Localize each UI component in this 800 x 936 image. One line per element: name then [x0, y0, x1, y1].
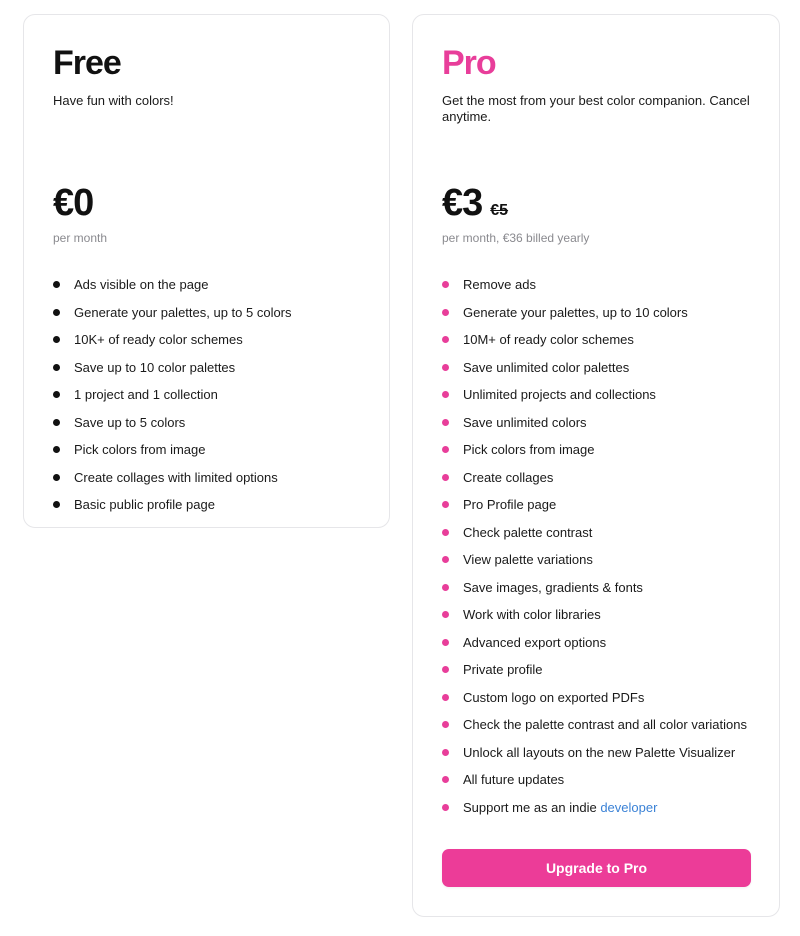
free-plan-description: Have fun with colors!: [53, 93, 174, 108]
feature-item: [53, 470, 360, 485]
feature-text: Save up to 5 colors: [74, 414, 186, 430]
feature-text: Generate your palettes, up to 10 colors: [463, 304, 688, 320]
feature-text: Unlock all layouts on the new Palette Visualizer: [463, 744, 736, 760]
pro-plan-title: Pro: [442, 44, 496, 82]
feature-item: [442, 552, 750, 567]
bullet-dot-icon: [442, 419, 449, 426]
feature-item: [442, 332, 750, 347]
feature-item: [442, 360, 750, 375]
feature-text: Support me as an indie: [463, 799, 601, 815]
bullet-dot-icon: [442, 611, 449, 618]
bullet-dot-icon: [442, 281, 449, 288]
feature-item: [53, 360, 360, 375]
bullet-dot-icon: [442, 501, 449, 508]
feature-text: Private profile: [463, 662, 543, 677]
bullet-dot-icon: [53, 309, 60, 316]
pro-price: €3: [442, 182, 483, 224]
bullet-dot-icon: [442, 336, 449, 343]
feature-text: Remove ads: [463, 277, 536, 292]
bullet-dot-icon: [442, 639, 449, 646]
feature-item: [442, 442, 750, 457]
bullet-dot-icon: [442, 749, 449, 756]
feature-text: 10K+ of ready color schemes: [74, 332, 243, 347]
feature-text: Pick colors from image: [74, 442, 206, 457]
feature-text: Create collages: [463, 469, 554, 485]
bullet-dot-icon: [53, 474, 60, 481]
free-price-row: [53, 183, 93, 223]
feature-text: Save up to 10 color palettes: [74, 359, 236, 375]
feature-text: Create collages with limited options: [74, 469, 278, 485]
free-price: €0: [53, 182, 94, 224]
feature-item: [442, 662, 750, 677]
feature-item: [442, 772, 750, 787]
pro-plan-description: Get the most from your best color companion. Cancel anytime.: [442, 93, 750, 124]
feature-item: [442, 525, 750, 540]
feature-item: [442, 305, 750, 320]
feature-text: Basic public profile page: [74, 497, 215, 512]
feature-text: Pick colors from image: [463, 442, 595, 457]
pro-plan-card: [412, 14, 780, 917]
pro-old-price: €5: [490, 202, 509, 219]
feature-item: [442, 387, 750, 402]
bullet-dot-icon: [442, 529, 449, 536]
feature-text: All future updates: [463, 772, 565, 787]
bullet-dot-icon: [53, 336, 60, 343]
bullet-dot-icon: [442, 391, 449, 398]
feature-item: [442, 745, 750, 760]
bullet-dot-icon: [53, 446, 60, 453]
feature-text: Save images, gradients & fonts: [463, 579, 643, 595]
feature-text: Advanced export options: [463, 634, 607, 650]
bullet-dot-icon: [53, 419, 60, 426]
feature-text: Custom logo on exported PDFs: [463, 689, 645, 705]
bullet-dot-icon: [53, 364, 60, 371]
feature-item: [53, 387, 360, 402]
bullet-dot-icon: [442, 776, 449, 783]
feature-text: Unlimited projects and collections: [463, 387, 656, 402]
bullet-dot-icon: [53, 281, 60, 288]
feature-text: 1 project and 1 collection: [74, 387, 218, 402]
bullet-dot-icon: [442, 721, 449, 728]
free-feature-list: [53, 277, 360, 525]
feature-text: Work with color libraries: [463, 607, 601, 622]
bullet-dot-icon: [442, 694, 449, 701]
bullet-dot-icon: [442, 556, 449, 563]
developer-link[interactable]: developer: [600, 799, 658, 815]
bullet-dot-icon: [53, 501, 60, 508]
upgrade-to-pro-button[interactable]: Upgrade to Pro: [442, 849, 751, 887]
feature-item: [442, 470, 750, 485]
feature-item: [442, 580, 750, 595]
free-plan-title: Free: [53, 44, 121, 82]
feature-item: [53, 442, 360, 457]
feature-item: [442, 635, 750, 650]
feature-item: [442, 277, 750, 292]
pro-price-row: [442, 183, 508, 223]
free-plan-card: [23, 14, 390, 528]
feature-item: [53, 415, 360, 430]
free-billing-note: per month: [53, 231, 108, 245]
feature-text: Pro Profile page: [463, 497, 557, 512]
bullet-dot-icon: [442, 804, 449, 811]
feature-text: Check palette contrast: [463, 524, 593, 540]
feature-text: 10M+ of ready color schemes: [463, 332, 634, 347]
feature-item: [53, 497, 360, 512]
pro-billing-note: per month, €36 billed yearly: [442, 231, 590, 245]
feature-item: [53, 277, 360, 292]
feature-text: Generate your palettes, up to 5 colors: [74, 304, 292, 320]
feature-item: [53, 305, 360, 320]
feature-text: Save unlimited colors: [463, 414, 587, 430]
feature-text: Ads visible on the page: [74, 277, 209, 292]
feature-item: [442, 607, 750, 622]
feature-text: Check the palette contrast and all color variations: [463, 717, 747, 732]
feature-item: [442, 497, 750, 512]
bullet-dot-icon: [442, 309, 449, 316]
feature-item: [53, 332, 360, 347]
feature-text: View palette variations: [463, 552, 593, 567]
pro-feature-list: [442, 277, 750, 827]
bullet-dot-icon: [442, 584, 449, 591]
bullet-dot-icon: [442, 666, 449, 673]
bullet-dot-icon: [442, 474, 449, 481]
bullet-dot-icon: [53, 391, 60, 398]
feature-item: [442, 415, 750, 430]
bullet-dot-icon: [442, 446, 449, 453]
bullet-dot-icon: [442, 364, 449, 371]
feature-item: [442, 717, 750, 732]
feature-item: [442, 690, 750, 705]
feature-text: Save unlimited color palettes: [463, 359, 630, 375]
feature-item: [442, 800, 750, 815]
